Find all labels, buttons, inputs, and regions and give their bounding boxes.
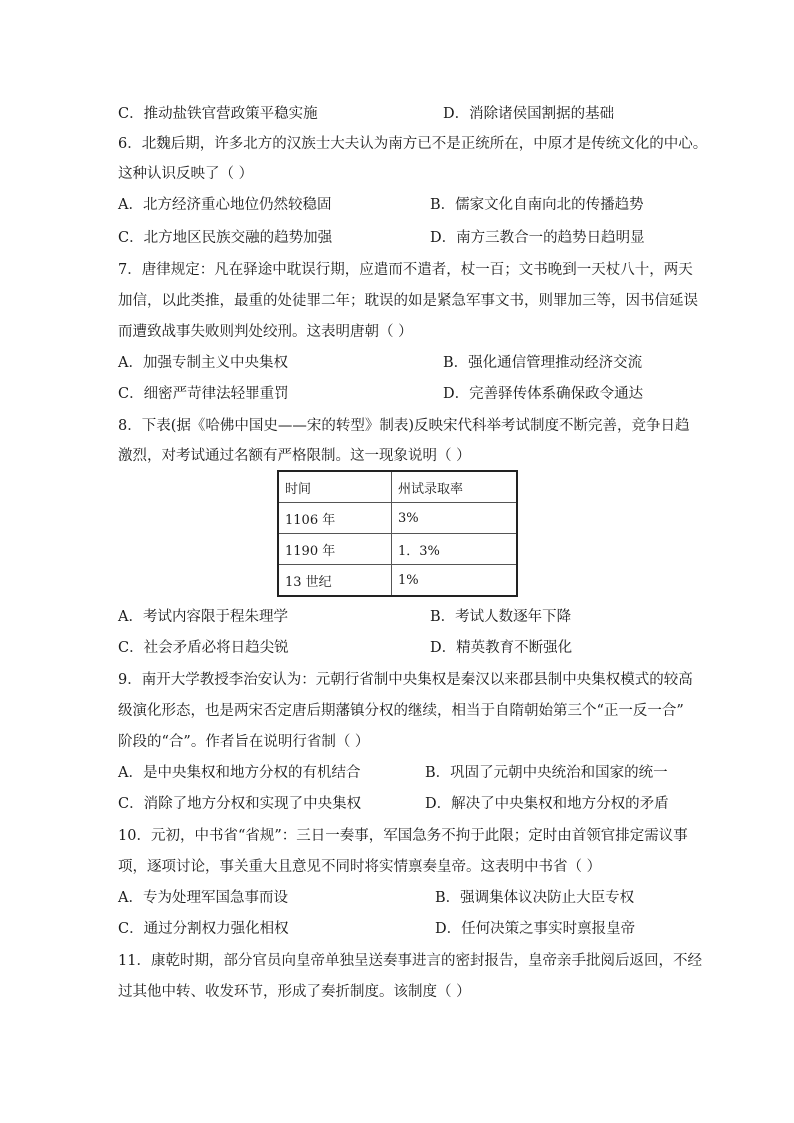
q6-stem-line1: 6．北魏后期，许多北方的汉族士大夫认为南方已不是正统所在，中原才是传统文化的中心。 bbox=[118, 136, 708, 152]
table-cell: 1% bbox=[392, 565, 518, 597]
q7-option-d: D．完善驿传体系确保政令通达 bbox=[443, 386, 644, 402]
table-cell: 1．3% bbox=[392, 534, 518, 565]
q6-option-b: B．儒家文化自南向北的传播趋势 bbox=[430, 197, 644, 213]
table-header-cell: 时间 bbox=[278, 471, 392, 503]
q9-stem-line3: 阶段的“合”。作者旨在说明行省制（ ） bbox=[118, 734, 370, 750]
q6-option-a: A．北方经济重心地位仍然较稳固 bbox=[118, 197, 332, 213]
q10-option-d: D．任何决策之事实时禀报皇帝 bbox=[435, 921, 636, 937]
q9-stem-line1: 9．南开大学教授李治安认为：元朝行省制中央集权是秦汉以来郡县制中央集权模式的较高 bbox=[118, 672, 693, 688]
table-cell: 1106 年 bbox=[278, 503, 392, 534]
q7-stem-line2: 加信，以此类推，最重的处徒罪二年；耽误的如是紧急军事文书，则罪加三等，因书信延误 bbox=[118, 293, 698, 309]
q10-stem-line1: 10．元初，中书省“省规”：三日一奏事，军国急务不拘于此限；定时由首领官排定需议事 bbox=[118, 828, 688, 844]
q9-option-d: D．解决了中央集权和地方分权的矛盾 bbox=[425, 796, 669, 812]
q11-stem-line1: 11．康乾时期，部分官员向皇帝单独呈送奏事进言的密封报告，皇帝亲手批阅后返回，不经 bbox=[118, 953, 702, 969]
table-cell: 3% bbox=[392, 503, 518, 534]
q9-option-b: B．巩固了元朝中央统治和国家的统一 bbox=[425, 765, 668, 781]
q8-option-b: B．考试人数逐年下降 bbox=[430, 609, 572, 625]
q8-stem-line2: 激烈，对考试通过名额有严格限制。这一现象说明（ ） bbox=[118, 448, 471, 464]
q10-stem-line2: 项，逐项讨论，事关重大且意见不同时将实情禀奏皇帝。这表明中书省（ ） bbox=[118, 859, 602, 875]
q10-option-c: C．通过分割权力强化相权 bbox=[118, 921, 289, 937]
q8-option-c: C．社会矛盾必将日趋尖锐 bbox=[118, 640, 289, 656]
admission-rate-table bbox=[277, 470, 518, 597]
q7-stem-line1: 7．唐律规定：凡在驿途中耽误行期，应遣而不遣者，杖一百；文书晚到一天杖八十，两天 bbox=[118, 262, 693, 278]
q5-option-d: D．消除诸侯国割据的基础 bbox=[443, 106, 615, 122]
table-header-cell: 州试录取率 bbox=[392, 471, 518, 503]
q6-option-c: C．北方地区民族交融的趋势加强 bbox=[118, 230, 333, 246]
q6-stem-line2: 这种认识反映了（ ） bbox=[118, 166, 254, 182]
q7-option-a: A．加强专制主义中央集权 bbox=[118, 355, 288, 371]
q9-option-c: C．消除了地方分权和实现了中央集权 bbox=[118, 796, 362, 812]
q9-option-a: A．是中央集权和地方分权的有机结合 bbox=[118, 765, 361, 781]
q11-stem-line2: 过其他中转、收发环节，形成了奏折制度。该制度（ ） bbox=[118, 984, 471, 1000]
table-cell: 13 世纪 bbox=[278, 565, 392, 597]
table-row bbox=[278, 534, 517, 565]
q8-stem-line1: 8．下表(据《哈佛中国史——宋的转型》制表)反映宋代科举考试制度不断完善，竞争日趋 bbox=[118, 418, 690, 434]
q5-option-c: C．推动盐铁官营政策平稳实施 bbox=[118, 106, 318, 122]
q7-option-c: C．细密严苛律法轻罪重罚 bbox=[118, 386, 289, 402]
table-row bbox=[278, 503, 517, 534]
q8-option-d: D．精英教育不断强化 bbox=[430, 640, 573, 656]
table-cell: 1190 年 bbox=[278, 534, 392, 565]
table-header-row bbox=[278, 471, 517, 503]
q10-option-a: A．专为处理军国急事而设 bbox=[118, 890, 288, 906]
q7-option-b: B．强化通信管理推动经济交流 bbox=[443, 355, 643, 371]
table-row bbox=[278, 565, 517, 597]
q6-option-d: D．南方三教合一的趋势日趋明显 bbox=[430, 230, 645, 246]
q9-stem-line2: 级演化形态，也是两宋否定唐后期藩镇分权的继续，相当于自隋朝始第三个“正一反一合” bbox=[118, 703, 684, 719]
q7-stem-line3: 而遭致战事失败则判处绞刑。这表明唐朝（ ） bbox=[118, 324, 413, 340]
q10-option-b: B．强调集体议决防止大臣专权 bbox=[435, 890, 635, 906]
q8-option-a: A．考试内容限于程朱理学 bbox=[118, 609, 288, 625]
